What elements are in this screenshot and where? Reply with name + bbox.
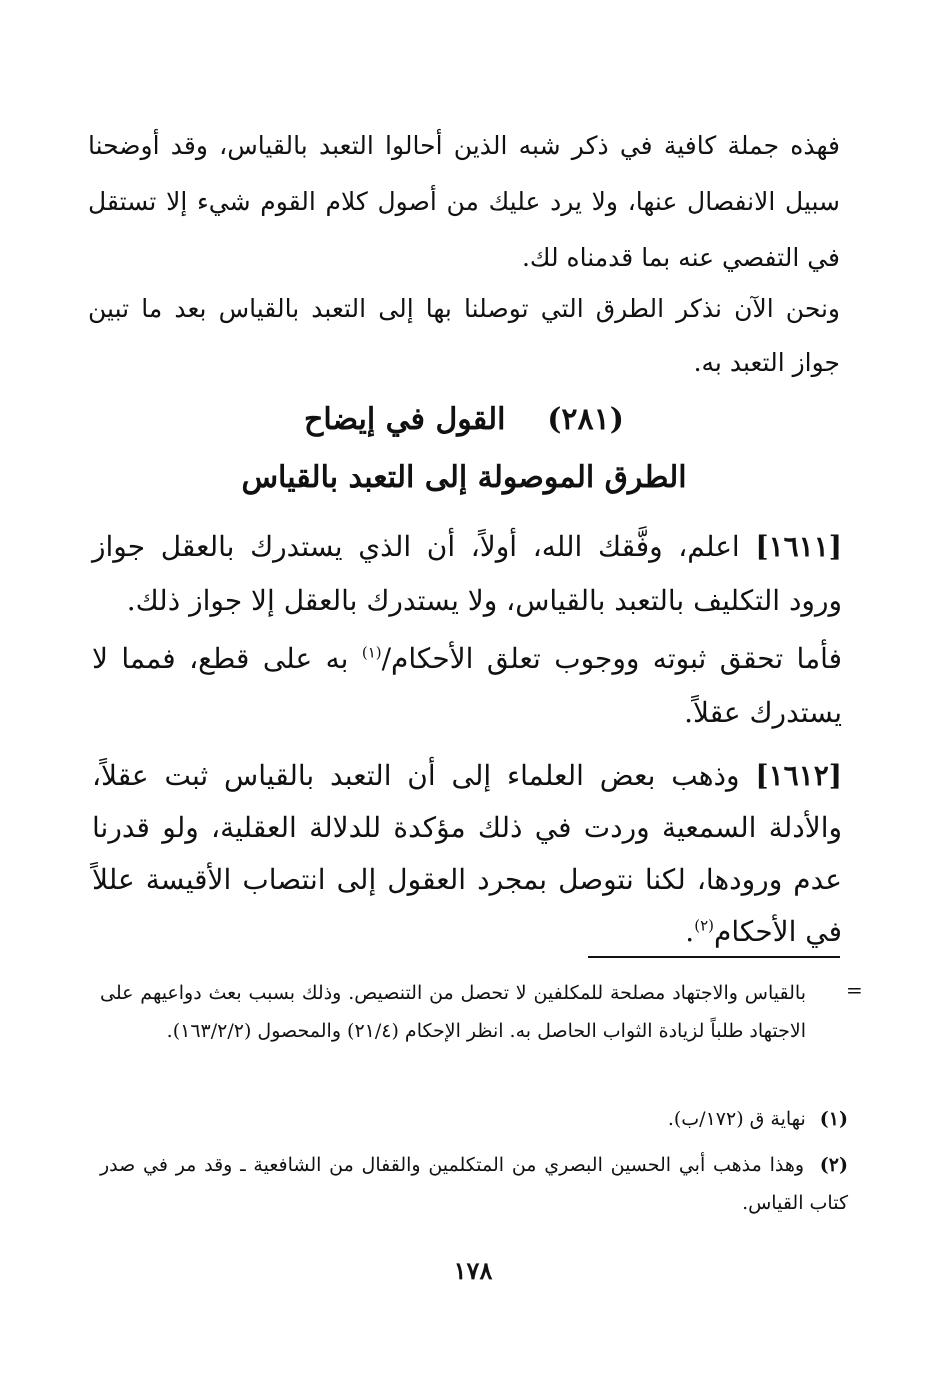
paragraph-text: اعلم، وفَّقك الله، أولاً، أن الذي يستدرك بالعقل جواز ورود التكليف بالتعبد بالقياس، ولا يستدرك بالعقل إلا جواز ذلك. — [92, 530, 842, 617]
paragraph-top: فهذه جملة كافية في ذكر شبه الذين أحالوا التعبد بالقياس، وقد أوضحنا سبيل الانفصال عنها، ولا يرد عليك من أصول كلام القوم شيء إلا تستقل في التفصي عنه بما قدمناه لك. — [88, 131, 840, 272]
footnote-marker-2: (٢) — [694, 916, 714, 935]
footnote-continuation: بالقياس والاجتهاد مصلحة للمكلفين لا تحصل من التنصيص. وذلك بسبب بعث دواعيهم على الاجتهاد طلباً لزيادة الثواب الحاصل به. انظر الإحكام (٢١/٤) والمحصول (١٦٣/٢/٢). — [100, 982, 806, 1042]
paragraph-number: [١٦١١] — [755, 530, 842, 563]
paragraph-1611-continued — [92, 632, 842, 740]
footnote-2 — [100, 1146, 848, 1222]
paragraph-1611 — [92, 520, 842, 628]
paragraph-1612 — [92, 750, 842, 958]
footnote-text: نهاية ق (١٧٢/ب). — [667, 1108, 806, 1130]
paragraph-second: ونحن الآن نذكر الطرق التي توصلنا بها إلى التعبد بالقياس بعد ما تبين جواز التعبد به. — [88, 294, 840, 377]
paragraph-text-before: وذهب بعض العلماء إلى أن التعبد بالقياس ثبت عقلاً، والأدلة السمعية وردت في ذلك مؤكدة للدلالة العقلية، ولو قدرنا عدم ورودها، لكنا نتوصل بمجرد العقول إلى انتصاب الأقيسة عللاً في الأحكام — [92, 759, 842, 948]
footnote-1 — [100, 1100, 848, 1138]
paragraph-number: [١٦١٢] — [755, 759, 842, 792]
footnote-label: (٢) — [819, 1154, 848, 1176]
footnote-continuation-marker: = — [846, 978, 863, 1002]
section-title-line2: الطرق الموصولة إلى التعبد بالقياس — [241, 460, 687, 495]
footnote-marker-1: (١) — [361, 643, 382, 662]
footnote-label: (١) — [819, 1108, 848, 1130]
paragraph-text-after: به على قطع، فمما لا يستدرك عقلاً. — [92, 642, 842, 729]
footnote-separator — [588, 956, 840, 958]
section-heading — [88, 402, 840, 437]
section-number: (٢٨١) — [547, 402, 624, 437]
paragraph-text-after: . — [685, 915, 695, 948]
footnote-text: وهذا مذهب أبي الحسين البصري من المتكلمين والقفال من الشافعية ـ وقد مر في صدر كتاب القياس. — [100, 1154, 848, 1214]
section-title-line1: القول في إيضاح — [304, 402, 506, 437]
paragraph-text-before: فأما تحقق ثبوته ووجوب تعلق الأحكام/ — [381, 642, 843, 675]
page-number: ١٧٨ — [453, 1256, 493, 1285]
